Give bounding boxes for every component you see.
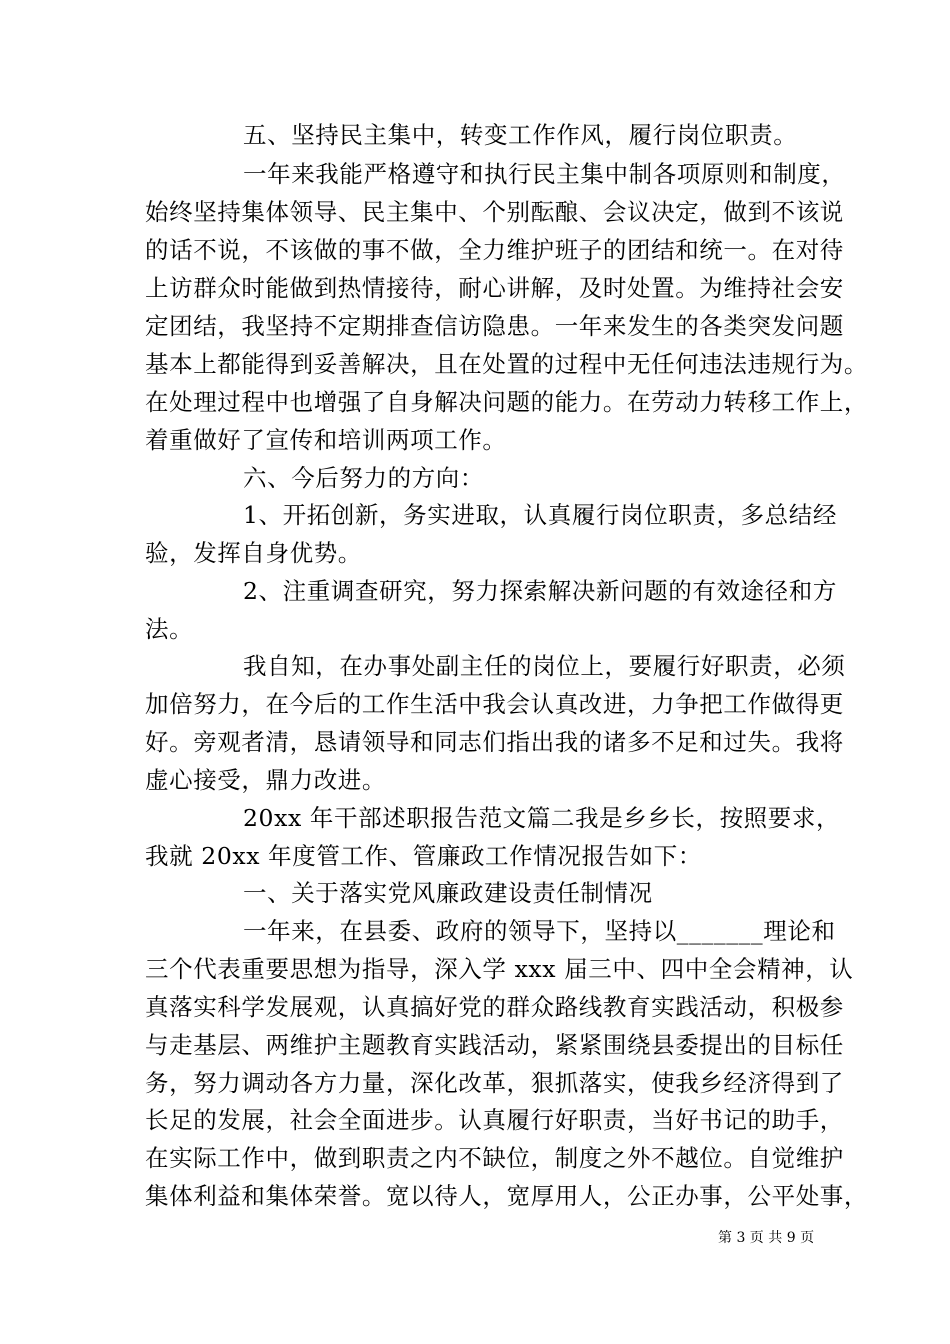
paragraph-line: 始终坚持集体领导、民主集中、个别酝酿、会议决定，做到不该说: [145, 198, 844, 226]
paragraph-line: 定团结，我坚持不定期排查信访隐患。一年来发生的各类突发问题: [145, 312, 844, 340]
paragraph-line: 验，发挥自身优势。: [145, 539, 362, 567]
paragraph-line: 的话不说，不该做的事不做，全力维护班子的团结和统一。在对待: [145, 236, 844, 264]
page-number-footer: 第 3 页 共 9 页: [718, 1230, 815, 1246]
paragraph-line: 真落实科学发展观，认真搞好党的群众路线教育实践活动，积极参: [145, 993, 844, 1021]
paragraph-line: 在处理过程中也增强了自身解决问题的能力。在劳动力转移工作上，: [145, 388, 868, 416]
section-heading-5: 五、坚持民主集中，转变工作作风，履行岗位职责。: [243, 121, 798, 149]
paragraph-line: 一年来，在县委、政府的领导下，坚持以_______理论和: [243, 917, 836, 945]
paragraph-line: 在实际工作中，做到职责之内不缺位，制度之外不越位。自觉维护: [145, 1144, 844, 1172]
paragraph-line: 我就 20xx 年度管工作、管廉政工作情况报告如下：: [145, 842, 702, 870]
paragraph-line: 集体利益和集体荣誉。宽以待人，宽厚用人，公正办事，公平处事，: [145, 1182, 868, 1210]
paragraph-line: 基本上都能得到妥善解决，且在处置的过程中无任何违法违规行为。: [145, 350, 868, 378]
paragraph-line: 着重做好了宣传和培训两项工作。: [145, 426, 507, 454]
paragraph-line: 与走基层、两维护主题教育实践活动，紧紧围绕县委提出的目标任: [145, 1031, 844, 1059]
list-item-2: 2、注重调查研究，努力探索解决新问题的有效途径和方: [243, 577, 837, 605]
section-heading-6: 六、今后努力的方向：: [243, 464, 484, 492]
list-item-1: 1、开拓创新，务实进取，认真履行岗位职责，多总结经: [243, 501, 837, 529]
paragraph-line: 虚心接受，鼎力改进。: [145, 766, 386, 794]
article-title-line: 20xx 年干部述职报告范文篇二我是乡乡长，按照要求，: [243, 804, 841, 832]
paragraph-line: 长足的发展，社会全面进步。认真履行好职责，当好书记的助手，: [145, 1106, 844, 1134]
paragraph-line: 一年来我能严格遵守和执行民主集中制各项原则和制度，: [243, 160, 846, 188]
paragraph-line: 三个代表重要思想为指导，深入学 xxx 届三中、四中全会精神，认: [145, 955, 854, 983]
paragraph-line: 法。: [145, 615, 194, 643]
paragraph-line: 上访群众时能做到热情接待，耐心讲解，及时处置。为维持社会安: [145, 274, 844, 302]
paragraph-line: 加倍努力，在今后的工作生活中我会认真改进，力争把工作做得更: [145, 690, 844, 718]
paragraph-line: 务，努力调动各方力量，深化改革，狠抓落实，使我乡经济得到了: [145, 1069, 844, 1097]
section-heading-1: 一、关于落实党风廉政建设责任制情况: [243, 879, 653, 907]
paragraph-line: 好。旁观者清，恳请领导和同志们指出我的诸多不足和过失。我将: [145, 728, 844, 756]
paragraph-line: 我自知，在办事处副主任的岗位上，要履行好职责，必须: [243, 652, 846, 680]
